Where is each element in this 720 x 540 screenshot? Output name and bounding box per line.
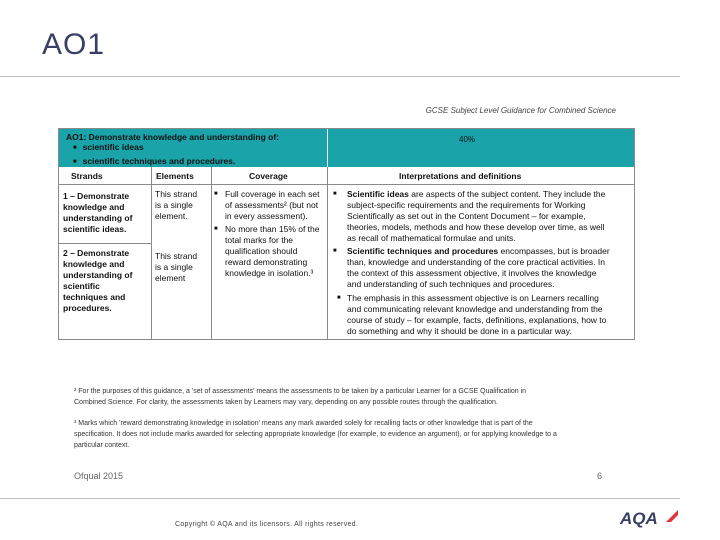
column-divider bbox=[211, 167, 212, 339]
coverage-2-line: total marks for the bbox=[225, 235, 294, 245]
element-2-line: is a single bbox=[155, 262, 193, 272]
coverage-2-line: No more than 15% of the bbox=[225, 224, 320, 234]
interp-3-line: course of study – for example, facts, definitions, explanations, how to bbox=[347, 315, 607, 325]
element-2-line: This strand bbox=[155, 251, 198, 261]
strand-2-line: techniques and bbox=[63, 292, 126, 302]
strand-2-line: 2 – Demonstrate bbox=[63, 248, 130, 258]
strand-2-line: knowledge and bbox=[63, 259, 125, 269]
column-header-interpretations: Interpretations and definitions bbox=[399, 171, 522, 181]
bullet-square-icon: ■ bbox=[214, 191, 218, 197]
interp-2-line: and understanding of such techniques and procedures. bbox=[347, 279, 555, 289]
aqa-logo-mark-icon bbox=[664, 508, 680, 524]
ao-bullet: ■ scientific ideas bbox=[73, 141, 235, 155]
header-divider bbox=[327, 129, 328, 167]
coverage-1-line: in every assessment). bbox=[225, 211, 308, 221]
ao-label: AO1: Demonstrate knowledge and understanding of: bbox=[66, 132, 279, 142]
interp-2-line bbox=[347, 246, 629, 257]
strand-1-line: knowledge and bbox=[63, 202, 125, 212]
interp-1-line bbox=[347, 189, 629, 200]
strand-2-line: understanding of bbox=[63, 270, 133, 280]
ao1-table bbox=[58, 128, 635, 340]
column-header-strands: Strands bbox=[71, 171, 103, 181]
interp-3-line: The emphasis in this assessment objective is on Learners recalling bbox=[347, 293, 599, 303]
footnote-line: Combined Science. For clarity, the assessments taken by Learners may vary, depending on any possible routes through the qualification. bbox=[74, 399, 498, 406]
footnote-line: ³ Marks which 'reward demonstrating knowledge in isolation' means any mark awarded solely for recalling facts or other knowledge that is part of the bbox=[74, 420, 533, 427]
interpretation-bullet-1 bbox=[333, 189, 629, 244]
interp-2-text: encompasses, but is broader bbox=[498, 246, 610, 256]
interpretation-bullet-2 bbox=[333, 246, 629, 290]
ao-bullet-list bbox=[73, 141, 235, 169]
footnote-line: specification. It does not include marks awarded for selecting appropriate knowledge (for example, to evidence an argument), or for applying knowledge to a bbox=[74, 431, 557, 438]
element-1 bbox=[155, 189, 197, 222]
header-rule bbox=[59, 184, 634, 185]
strand-2-line: scientific bbox=[63, 281, 100, 291]
column-header-coverage: Coverage bbox=[249, 171, 288, 181]
document-footer-source: Ofqual 2015 bbox=[74, 471, 124, 481]
ao-bullet: ■ scientific techniques and procedures. bbox=[73, 155, 235, 169]
strand-2 bbox=[63, 248, 132, 314]
aqa-logo: AQA bbox=[620, 509, 658, 528]
coverage-bullet-2 bbox=[214, 224, 320, 279]
interp-3-line: and communicating relevant knowledge and understanding from the bbox=[347, 304, 603, 314]
element-2-line: element bbox=[155, 273, 186, 283]
interp-1-line: Scientifically as set out in the Content Document – for example, bbox=[347, 211, 586, 221]
coverage-2-line: reward demonstrating bbox=[225, 257, 308, 267]
interp-3-line: do something and why it should be done in a particular way. bbox=[347, 326, 572, 336]
interp-2-line: the context of this assessment objective, it involves the knowledge bbox=[347, 268, 597, 278]
title-divider bbox=[0, 76, 680, 77]
coverage-bullet-1 bbox=[214, 189, 320, 222]
interp-1-term: Scientific ideas bbox=[347, 189, 409, 199]
strand-1-line: 1 – Demonstrate bbox=[63, 191, 130, 201]
ao-description bbox=[59, 129, 327, 167]
coverage-2-line: knowledge in isolation.³ bbox=[225, 268, 314, 278]
strand-2-line: procedures. bbox=[63, 303, 112, 313]
footnote-line: particular context. bbox=[74, 442, 130, 449]
element-2 bbox=[155, 251, 197, 284]
footer-divider bbox=[0, 498, 680, 499]
element-1-line: element. bbox=[155, 211, 188, 221]
strand-1-line: scientific ideas. bbox=[63, 224, 127, 234]
bullet-square-icon: ■ bbox=[333, 248, 337, 254]
slide-title: AO1 bbox=[42, 28, 106, 61]
bullet-square-icon: ■ bbox=[214, 226, 218, 232]
coverage-2-line: qualification should bbox=[225, 246, 298, 256]
copyright-text: Copyright © AQA and its licensors. All rights reserved. bbox=[175, 521, 359, 528]
column-divider bbox=[151, 167, 152, 339]
interp-2-line: than, knowledge and understanding of the core practical activities. In bbox=[347, 257, 605, 267]
interp-1-text: are aspects of the subject content. They include the bbox=[408, 189, 606, 199]
interp-2-term: Scientific techniques and procedures bbox=[347, 246, 499, 256]
column-divider bbox=[327, 167, 328, 339]
strand-1 bbox=[63, 191, 132, 235]
element-1-line: This strand bbox=[155, 189, 198, 199]
coverage-1-line: of assessments² (but not bbox=[225, 200, 319, 210]
interp-1-line: theories, models, methods and how these develop over time, as well bbox=[347, 222, 605, 232]
interpretation-bullet-3 bbox=[337, 293, 629, 337]
footnote-line: ² For the purposes of this guidance, a 'set of assessments' means the assessments to be taken by a particular Learner for a GCSE Qualification in bbox=[74, 388, 527, 395]
bullet-square-icon: ■ bbox=[337, 295, 341, 301]
strand-1-line: understanding of bbox=[63, 213, 133, 223]
interp-1-line: as recall of mathematical formulae and units. bbox=[347, 233, 516, 243]
interp-1-line: subject-specific requirements and the requirements for Working bbox=[347, 200, 586, 210]
document-page-number: 6 bbox=[597, 471, 603, 481]
strand-row-divider bbox=[59, 243, 151, 244]
document-header: GCSE Subject Level Guidance for Combined Science bbox=[425, 106, 616, 115]
footnote-2 bbox=[74, 386, 526, 408]
element-1-line: is a single bbox=[155, 200, 193, 210]
coverage-1-line: Full coverage in each set bbox=[225, 189, 320, 199]
footnote-3 bbox=[74, 418, 557, 451]
column-header-elements: Elements bbox=[156, 171, 194, 181]
bullet-square-icon: ■ bbox=[333, 191, 337, 197]
ao-weighting: 40% bbox=[459, 135, 476, 144]
